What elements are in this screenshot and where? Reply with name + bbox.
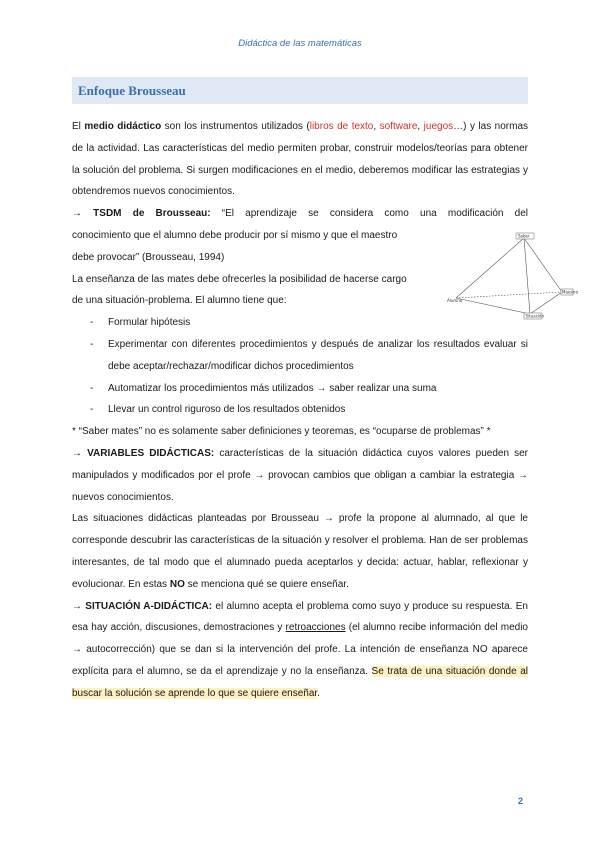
- edge-alumno-maestro: [456, 292, 562, 298]
- edge-situacion-maestro: [530, 292, 562, 314]
- text: características de la situación didáctica cuyos valores pueden ser manipulados y modificados por el profe → provocan cambios que obligan a cambiar la estrategia → nuevos conocimientos.: [72, 447, 529, 503]
- edge-saber-alumno: [456, 238, 524, 298]
- text: (el alumno recibe información del medio → autocorrección) que se dan si la intervención del profe. La intención de enseñanza NO aparece explícita para el alumno, se da el aprendizaje y no la enseñanza.: [72, 622, 528, 677]
- paragraph-situaciones-didacticas: [72, 508, 528, 595]
- term-variables: → VARIABLES DIDÁCTICAS:: [72, 447, 215, 459]
- text: ,: [373, 121, 380, 132]
- text: el alumno acepta el problema como suyo y produce su respuesta. En esa hay acción, discusiones, demostraciones y: [72, 600, 528, 634]
- note-saber-mates: * “Saber mates” no es solamente saber definiciones y teoremas, es “ocuparse de problemas” *: [72, 426, 491, 438]
- term-medio-didactico: medio didáctico: [84, 121, 162, 132]
- text: .: [317, 687, 320, 699]
- label-alumno: Alumno: [447, 298, 463, 303]
- text: El: [72, 121, 85, 132]
- term-tsdm: → TSDM de Brousseau:: [72, 208, 211, 220]
- tsdm-line-3: debe provocar” (Brousseau, 1994): [72, 251, 225, 263]
- list-dash: -: [90, 338, 94, 350]
- label-saber: Saber: [518, 233, 530, 239]
- example-software: software: [379, 121, 418, 132]
- highlighted-sentence: Se trata de una situación donde al buscar la solución se aprende lo que se quiere enseñar: [72, 665, 529, 699]
- page-body: [72, 116, 528, 705]
- page-number: 2: [518, 796, 524, 806]
- list-dash: -: [90, 382, 94, 394]
- section-title: Enfoque Brousseau: [72, 77, 528, 104]
- list-item-text: Formular hipótesis: [108, 317, 191, 329]
- paragraph-situacion-adidactica: [72, 596, 528, 705]
- tsdm-line-2: conocimiento que el alumno debe producir por sí mismo y que el maestro: [72, 229, 398, 241]
- student-tasks-list: [72, 312, 528, 421]
- paragraph-medio-didactico: [72, 116, 528, 203]
- didactic-pyramid-diagram: [444, 230, 579, 326]
- label-situacion: Situación: [525, 313, 544, 319]
- edge-saber-maestro: [524, 238, 562, 292]
- running-header: Didáctica de las matemáticas: [238, 38, 362, 49]
- list-item: [72, 378, 528, 400]
- text: son los instrumentos utilizados (: [161, 121, 310, 132]
- text: “El aprendizaje se considera como una modificación del: [210, 208, 528, 220]
- list-item-text: Experimentar con diferentes procedimientos y después de analizar los resultados evaluar si debe aceptar/rechazar/modificar dichos procedimientos: [108, 338, 528, 372]
- term-retroacciones: retroacciones: [285, 622, 346, 634]
- list-dash: -: [90, 404, 94, 416]
- list-item-text: Automatizar los procedimientos más utilizados → saber realizar una suma: [108, 382, 437, 394]
- ensenanza-line-2: de una situación-problema. El alumno tiene que:: [72, 295, 287, 307]
- example-libros: libros de texto: [309, 121, 374, 132]
- text: ,: [417, 121, 424, 132]
- text: se menciona qué se quiere enseñar.: [184, 578, 349, 590]
- example-juegos: juegos: [423, 121, 454, 132]
- edge-saber-situacion: [524, 238, 530, 314]
- list-item: [72, 334, 528, 378]
- term-adidactica: → SITUACIÓN A-DIDÁCTICA:: [72, 600, 213, 612]
- list-item: [72, 399, 528, 421]
- text: Las situaciones didácticas planteadas por Brousseau → profe la propone al alumnado, al que le corresponde descubrir las características de la situación y resolver el problema. Han de ser problemas interesantes, de tal modo que el alumnado pueda aceptarlos y decida: actuar, hablar, reflexionar y evolucionar. En estas: [72, 513, 528, 590]
- tsdm-line-1: [72, 203, 528, 225]
- edge-alumno-situacion: [456, 298, 530, 314]
- pyramid-lines: [456, 238, 562, 314]
- text: …) y las normas de la actividad. Las características del medio permiten probar, construir modelos/teorías para obtener la solución del problema. Si surgen modificaciones en el medio, deberemos modificar las estrategias y obtendremos nuevos conocimientos.: [72, 121, 529, 198]
- list-item-text: Llevar un control riguroso de los resultados obtenidos: [108, 404, 346, 416]
- emphasis-no: NO: [169, 578, 185, 590]
- ensenanza-line-1: La enseñanza de las mates debe ofrecerles la posibilidad de hacerse cargo: [72, 273, 407, 285]
- list-dash: -: [90, 317, 94, 329]
- paragraph-variables-didacticas: [72, 443, 528, 508]
- label-maestro: Maestro: [562, 289, 579, 295]
